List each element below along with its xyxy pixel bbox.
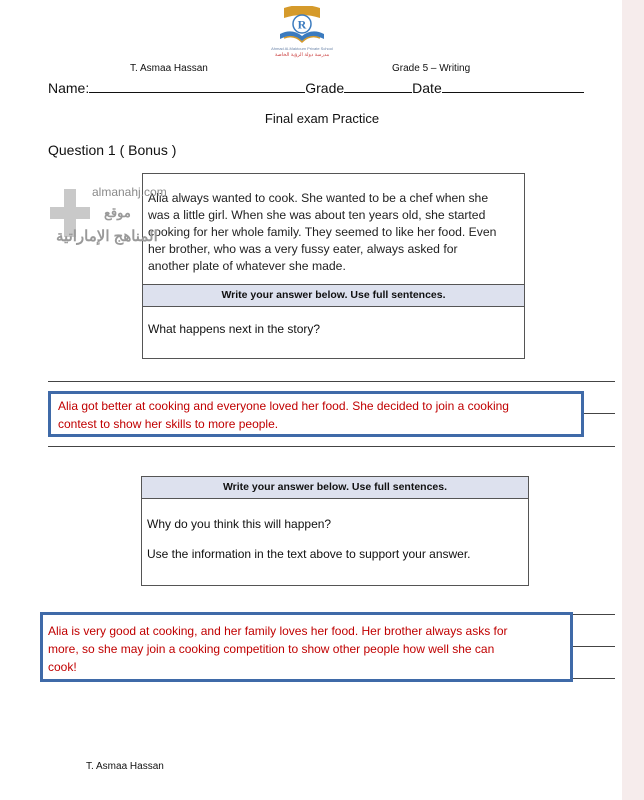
answer-2-box[interactable]: [40, 612, 573, 682]
question-heading: Question 1 ( Bonus ): [48, 142, 177, 158]
page-side-strip: [622, 0, 644, 800]
question-2-box: [141, 476, 529, 586]
date-blank[interactable]: [442, 80, 584, 93]
answer-line: [48, 381, 615, 382]
name-blank[interactable]: [89, 80, 305, 93]
page-title: Final exam Practice: [264, 111, 380, 126]
answer-line-text: Alia got better at cooking and everyone loved her food. She decided to join a cooking: [58, 399, 509, 413]
student-info-line: [48, 80, 584, 96]
answer-line-text: Alia is very good at cooking, and her family loves her food. Her brother always asks for: [48, 624, 508, 638]
story-line: her brother, who was a very fussy eater, always asked for: [148, 242, 458, 256]
question-2-prompt: Why do you think this will happen?: [147, 517, 332, 531]
date-label: Date: [412, 80, 442, 96]
story-line: was a little girl. When she was about ten years old, she started: [148, 208, 486, 222]
grade-subject: Grade 5 – Writing: [392, 63, 471, 74]
logo-letter: R: [297, 17, 307, 32]
story-question: What happens next in the story?: [148, 322, 321, 336]
watermark-url: almanahj.com: [92, 185, 167, 199]
instruction-band: Write your answer below. Use full sentences.: [143, 284, 524, 307]
story-line: another plate of whatever she made.: [148, 259, 346, 273]
instruction-band: Write your answer below. Use full sentences.: [142, 477, 528, 499]
answer-line-text: contest to show her skills to more people.: [58, 417, 279, 431]
story-box: [142, 173, 525, 359]
answer-line: [572, 646, 615, 647]
teacher-name: T. Asmaa Hassan: [130, 63, 208, 74]
answer-line: [583, 413, 615, 414]
answer-line: [572, 678, 615, 679]
logo-school-name-en: Ahmad Al-Maktoum Private School: [271, 46, 333, 51]
story-line: Alia always wanted to cook. She wanted to be a chef when she: [148, 191, 489, 205]
grade-label: Grade: [305, 80, 345, 96]
answer-2-text: [48, 622, 571, 676]
watermark: [48, 183, 178, 253]
answer-line-text: more, so she may join a cooking competition to show other people how well she can: [48, 642, 495, 656]
watermark-arabic-2: المناهج الإماراتية: [56, 228, 158, 245]
question-2-support: Use the information in the text above to support your answer.: [147, 547, 471, 561]
logo-school-name-ar: مدرسة دولة الرؤية الخاصة: [274, 52, 330, 58]
book-logo-icon: [262, 6, 342, 46]
watermark-arabic-1: موقع: [104, 205, 131, 220]
grade-blank[interactable]: [344, 80, 412, 93]
answer-line: [48, 446, 615, 447]
answer-1-box[interactable]: [48, 391, 584, 437]
footer-teacher-name: T. Asmaa Hassan: [86, 761, 164, 772]
story-line: cooking for her whole family. They seemed to like her food. Even: [148, 225, 497, 239]
story-text: [148, 190, 520, 275]
answer-line: [572, 614, 615, 615]
school-logo: [262, 6, 342, 62]
answer-1-text: [58, 397, 578, 433]
name-label: Name:: [48, 80, 90, 96]
answer-line-text: cook!: [48, 660, 77, 674]
